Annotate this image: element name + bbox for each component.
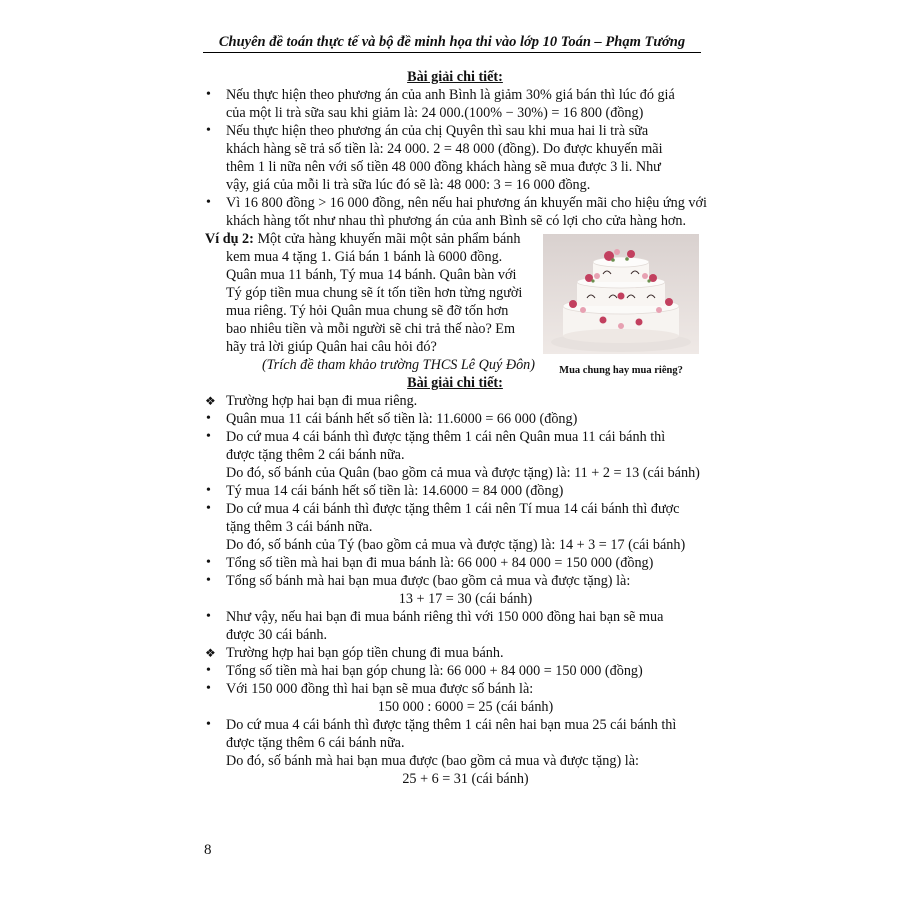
text-line: mua riêng. Tý hỏi Quân mua chung sẽ đỡ tốn hơn <box>226 303 509 319</box>
text-line: Do đó, số bánh của Tý (bao gồm cả mua và được tặng) là: 14 + 3 = 17 (cái bánh) <box>226 537 686 553</box>
text-line: • Vì 16 800 đồng > 16 000 đồng, nên nếu hai phương án khuyến mãi cho hiệu ứng với <box>226 195 707 211</box>
text-line: • Do cứ mua 4 cái bánh thì được tặng thêm 1 cái nên Quân mua 11 cái bánh thì <box>226 429 666 445</box>
case-item: ❖ Trường hợp hai bạn đi mua riêng. <box>205 393 418 409</box>
text-line: • Như vậy, nếu hai bạn đi mua bánh riêng thì với 150 000 đồng hai bạn sẽ mua <box>226 609 664 625</box>
bullet-item <box>205 680 705 716</box>
example-block <box>205 230 705 374</box>
text-line: được 30 cái bánh. <box>226 627 328 643</box>
text-line: • Tổng số bánh mà hai bạn mua được (bao gồm cả mua và được tặng) là: <box>226 573 631 589</box>
text-line: Một cửa hàng khuyến mãi một sản phẩm bánh <box>253 231 521 247</box>
bullet-item <box>205 428 705 482</box>
source-citation: (Trích đề tham khảo trường THCS Lê Quý Đôn) <box>261 357 535 373</box>
text-line: bao nhiêu tiền và mỗi người sẽ chi trả thế nào? Em <box>226 321 516 337</box>
section-heading: Bài giải chi tiết: <box>407 375 503 391</box>
text-line: kem mua 4 tặng 1. Giá bán 1 bánh là 6000 đồng. <box>226 249 503 265</box>
section-heading: Bài giải chi tiết: <box>407 69 503 85</box>
bullet-item <box>205 572 705 608</box>
text-line: hãy trả lời giúp Quân hai câu hỏi đó? <box>226 339 437 355</box>
text-line: được tặng thêm 2 cái bánh nữa. <box>226 447 405 463</box>
bullet-item <box>205 608 705 644</box>
text-line: được tặng thêm 6 cái bánh nữa. <box>226 735 405 751</box>
page-content <box>205 68 705 788</box>
equation: 25 + 6 = 31 (cái bánh) <box>402 771 529 787</box>
page-number: 8 <box>204 842 212 858</box>
equation: 13 + 17 = 30 (cái bánh) <box>398 591 533 607</box>
text-line: • Do cứ mua 4 cái bánh thì được tặng thêm 1 cái nên Tí mua 14 cái bánh thì được <box>226 501 680 517</box>
cake-image <box>543 234 699 354</box>
bullet-item: • Tổng số tiền mà hai bạn đi mua bánh là: 66 000 + 84 000 = 150 000 (đồng) <box>205 554 705 572</box>
example-label: Ví dụ 2: <box>205 231 254 247</box>
case-item: ❖ Trường hợp hai bạn góp tiền chung đi mua bánh. <box>205 645 504 661</box>
equation: 150 000 : 6000 = 25 (cái bánh) <box>377 699 554 715</box>
text-line: thêm 1 li nữa nên với số tiền 48 000 đồng khách hàng sẽ mua được 3 li. Như <box>226 159 661 175</box>
text-line: Tý góp tiền mua chung sẽ ít tốn tiền hơn từng người <box>226 285 523 301</box>
text-line: Do đó, số bánh mà hai bạn mua được (bao gồm cả mua và được tặng) là: <box>226 753 639 769</box>
cake-figure <box>543 234 699 380</box>
figure-caption: Mua chung hay mua riêng? <box>559 365 683 376</box>
bullet-item: • Tý mua 14 cái bánh hết số tiền là: 14.6000 = 84 000 (đồng) <box>205 482 705 500</box>
bullet-item <box>205 194 705 230</box>
header-rule <box>203 52 701 53</box>
example-text <box>205 230 537 374</box>
text-line: • Do cứ mua 4 cái bánh thì được tặng thêm 1 cái nên hai bạn mua 25 cái bánh thì <box>226 717 677 733</box>
text-line: • Nếu thực hiện theo phương án của chị Quyên thì sau khi mua hai li trà sữa <box>226 123 649 139</box>
text-line: • Nếu thực hiện theo phương án của anh Bình là giảm 30% giá bán thì lúc đó giá <box>226 87 675 103</box>
bullet-item <box>205 86 705 122</box>
bullet-item: • Tổng số tiền mà hai bạn góp chung là: 66 000 + 84 000 = 150 000 (đồng) <box>205 662 705 680</box>
diamond-bullet-icon: ❖ <box>205 646 216 660</box>
text-line: Do đó, số bánh của Quân (bao gồm cả mua và được tặng) là: 11 + 2 = 13 (cái bánh) <box>226 465 700 481</box>
text-line: khách hàng sẽ trả số tiền là: 24 000. 2 = 48 000 (đồng). Do được khuyến mãi <box>226 141 663 157</box>
text-line: của một li trà sữa sau khi giảm là: 24 000.(100% − 30%) = 16 800 (đồng) <box>226 105 644 121</box>
bullet-item: • Quân mua 11 cái bánh hết số tiền là: 11.6000 = 66 000 (đồng) <box>205 410 705 428</box>
text-line: • Với 150 000 đồng thì hai bạn sẽ mua được số bánh là: <box>226 681 534 697</box>
running-header: Chuyên đề toán thực tế và bộ đề minh họa thi vào lớp 10 Toán – Phạm Tướng <box>218 34 686 50</box>
bullet-item <box>205 716 705 788</box>
text-line: vậy, giá của mỗi li trà sữa lúc đó sẽ là: 48 000: 3 = 16 000 đồng. <box>226 177 591 193</box>
bullet-item <box>205 500 705 554</box>
bullet-item <box>205 122 705 194</box>
text-line: khách hàng tốt như nhau thì phương án của anh Bình sẽ có lợi cho cửa hàng hơn. <box>226 213 687 229</box>
text-line: Quân mua 11 bánh, Tý mua 14 bánh. Quân bàn với <box>226 267 517 283</box>
diamond-bullet-icon: ❖ <box>205 394 216 408</box>
text-line: tặng thêm 3 cái bánh nữa. <box>226 519 373 535</box>
